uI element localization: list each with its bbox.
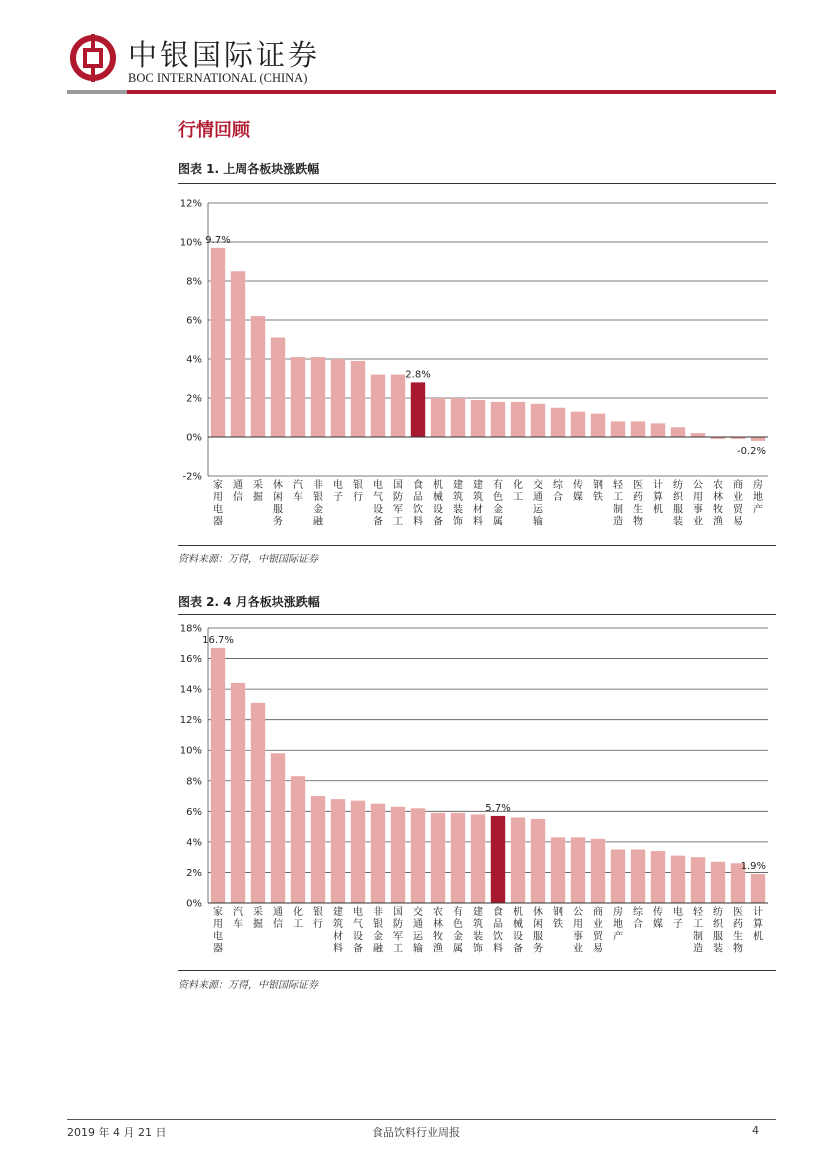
- category-label: 钢铁: [553, 907, 563, 931]
- category-label: 建筑装饰: [453, 480, 463, 528]
- bar: [331, 799, 345, 903]
- bar: [411, 382, 425, 437]
- category-label: 建筑材料: [333, 907, 343, 955]
- category-label: 商业贸易: [593, 907, 603, 955]
- data-label: 1.9%: [740, 860, 766, 872]
- bar: [451, 398, 465, 437]
- category-label: 农林牧渔: [713, 480, 723, 528]
- y-tick-label: 4%: [186, 837, 202, 849]
- bar: [591, 839, 605, 903]
- bar: [211, 648, 225, 903]
- bar: [691, 433, 705, 437]
- category-label: 商业贸易: [733, 480, 743, 528]
- bar: [311, 796, 325, 903]
- figure-2-source: 资料来源：万得，中银国际证券: [178, 980, 318, 991]
- boc-logo-square: [83, 48, 103, 68]
- y-tick-label: 2%: [186, 867, 202, 879]
- footer-page-number: 4: [752, 1124, 759, 1137]
- bar: [471, 400, 485, 437]
- bar: [651, 423, 665, 437]
- y-tick-label: 8%: [186, 276, 202, 288]
- y-tick-label: 2%: [186, 393, 202, 405]
- category-label: 电子: [673, 907, 683, 931]
- bar: [311, 357, 325, 437]
- category-label: 房地产: [753, 480, 763, 516]
- category-label: 传媒: [653, 907, 663, 931]
- category-label: 综合: [633, 907, 643, 931]
- category-label: 采掘: [253, 907, 263, 931]
- category-label: 国防军工: [393, 480, 403, 528]
- figure-2-top-rule: [178, 614, 776, 615]
- category-label: 休闲服务: [533, 907, 543, 955]
- category-label: 公用事业: [573, 907, 583, 955]
- category-label: 交通运输: [413, 907, 423, 955]
- bar: [411, 808, 425, 903]
- bar: [491, 816, 505, 903]
- bar: [711, 862, 725, 903]
- category-label: 休闲服务: [273, 480, 283, 528]
- category-label: 纺织服装: [713, 907, 723, 955]
- bar: [551, 837, 565, 903]
- bar: [331, 359, 345, 437]
- category-label: 非银金融: [313, 480, 323, 528]
- category-label: 国防军工: [393, 907, 403, 955]
- category-label: 食品饮料: [493, 907, 503, 955]
- y-tick-label: 6%: [186, 806, 202, 818]
- footer-rule: [67, 1119, 776, 1120]
- data-label: 2.8%: [405, 369, 431, 381]
- brand-name-cn: 中银国际证券: [128, 38, 321, 72]
- data-label: 16.7%: [202, 634, 234, 646]
- category-label: 电气设备: [373, 480, 383, 528]
- category-label: 交通运输: [533, 480, 543, 528]
- category-label: 家用电器: [213, 907, 223, 955]
- bar: [671, 427, 685, 437]
- data-label: -0.2%: [736, 445, 766, 457]
- category-label: 银行: [313, 907, 323, 931]
- bar: [571, 837, 585, 903]
- category-label: 有色金属: [453, 907, 463, 955]
- bar: [751, 874, 765, 903]
- category-label: 通信: [273, 907, 283, 931]
- category-label: 轻工制造: [613, 480, 623, 528]
- figure-1-top-rule: [178, 183, 776, 184]
- category-label: 医药生物: [633, 480, 643, 528]
- data-label: 9.7%: [205, 234, 231, 246]
- bar: [431, 398, 445, 437]
- bar: [291, 357, 305, 437]
- category-label: 银行: [353, 480, 363, 504]
- y-tick-label: 18%: [179, 623, 202, 635]
- category-label: 建筑装饰: [473, 907, 483, 955]
- figure-1-title: 图表 1. 上周各板块涨跌幅: [178, 162, 320, 176]
- category-label: 采掘: [253, 480, 263, 504]
- brand-name-en: BOC INTERNATIONAL (CHINA): [128, 71, 308, 85]
- figure-1-chart: [178, 188, 776, 546]
- category-label: 轻工制造: [693, 907, 703, 955]
- category-label: 非银金融: [373, 907, 383, 955]
- category-label: 电子: [333, 480, 343, 504]
- boc-logo-bar-bottom: [91, 68, 95, 82]
- y-tick-label: 12%: [179, 715, 202, 727]
- y-tick-label: 10%: [179, 237, 202, 249]
- bar: [571, 412, 585, 437]
- y-tick-label: 10%: [179, 745, 202, 757]
- bar: [611, 421, 625, 437]
- category-label: 电气设备: [353, 907, 363, 955]
- figure-2-chart: [178, 618, 776, 970]
- y-tick-label: 16%: [179, 654, 202, 666]
- bar: [371, 375, 385, 437]
- category-label: 计算机: [653, 480, 663, 516]
- bar: [631, 421, 645, 437]
- bar: [391, 807, 405, 903]
- bar: [491, 402, 505, 437]
- bar: [691, 857, 705, 903]
- category-label: 化工: [513, 480, 523, 504]
- category-label: 计算机: [753, 907, 763, 943]
- bar: [231, 683, 245, 903]
- bar: [251, 316, 265, 437]
- category-label: 汽车: [293, 480, 303, 504]
- bar: [351, 801, 365, 903]
- category-label: 建筑材料: [473, 480, 483, 528]
- bar: [591, 414, 605, 437]
- bar: [391, 375, 405, 437]
- bar: [531, 404, 545, 437]
- bar: [651, 851, 665, 903]
- section-title: 行情回顾: [178, 120, 250, 141]
- y-tick-label: 12%: [179, 198, 202, 210]
- bar: [671, 856, 685, 903]
- category-label: 房地产: [613, 907, 623, 943]
- bar: [271, 753, 285, 903]
- figure-1-bottom-rule: [178, 545, 776, 546]
- bar: [511, 402, 525, 437]
- category-label: 综合: [553, 480, 563, 504]
- figure-2-title: 图表 2. 4 月各板块涨跌幅: [178, 595, 320, 609]
- category-label: 公用事业: [693, 480, 703, 528]
- category-label: 纺织服装: [673, 480, 683, 528]
- bar: [431, 813, 445, 903]
- figure-1-source: 资料来源：万得，中银国际证券: [178, 554, 318, 565]
- category-label: 通信: [233, 480, 243, 504]
- category-label: 化工: [293, 907, 303, 931]
- footer-date: 2019 年 4 月 21 日: [67, 1126, 167, 1139]
- category-label: 家用电器: [213, 480, 223, 528]
- bar: [751, 437, 765, 441]
- category-label: 有色金属: [493, 480, 503, 528]
- header-rule-red: [127, 90, 776, 94]
- bar: [531, 819, 545, 903]
- y-tick-label: 0%: [186, 432, 202, 444]
- category-label: 汽车: [233, 907, 243, 931]
- bar: [631, 850, 645, 903]
- category-label: 农林牧渔: [433, 907, 443, 955]
- category-label: 机械设备: [433, 480, 443, 528]
- data-label: 5.7%: [485, 802, 511, 814]
- bar: [511, 817, 525, 903]
- category-label: 医药生物: [733, 907, 743, 955]
- bar: [371, 804, 385, 903]
- bar: [231, 271, 245, 437]
- bar: [471, 814, 485, 903]
- bar: [251, 703, 265, 903]
- category-label: 食品饮料: [413, 480, 423, 528]
- boc-logo-bar-top: [91, 34, 95, 48]
- y-tick-label: 6%: [186, 315, 202, 327]
- bar: [351, 361, 365, 437]
- bar: [611, 850, 625, 903]
- footer-report-title: 食品饮料行业周报: [372, 1126, 460, 1139]
- y-tick-label: -2%: [182, 471, 202, 483]
- figure-2-bottom-rule: [178, 970, 776, 971]
- bar: [271, 338, 285, 437]
- bar: [551, 408, 565, 437]
- bar: [451, 813, 465, 903]
- header-rule-gray: [67, 90, 127, 94]
- category-label: 机械设备: [513, 907, 523, 955]
- y-tick-label: 14%: [179, 684, 202, 696]
- category-label: 钢铁: [593, 480, 603, 504]
- bar: [211, 248, 225, 437]
- bar: [291, 776, 305, 903]
- y-tick-label: 4%: [186, 354, 202, 366]
- y-tick-label: 0%: [186, 898, 202, 910]
- y-tick-label: 8%: [186, 776, 202, 788]
- category-label: 传媒: [573, 480, 583, 504]
